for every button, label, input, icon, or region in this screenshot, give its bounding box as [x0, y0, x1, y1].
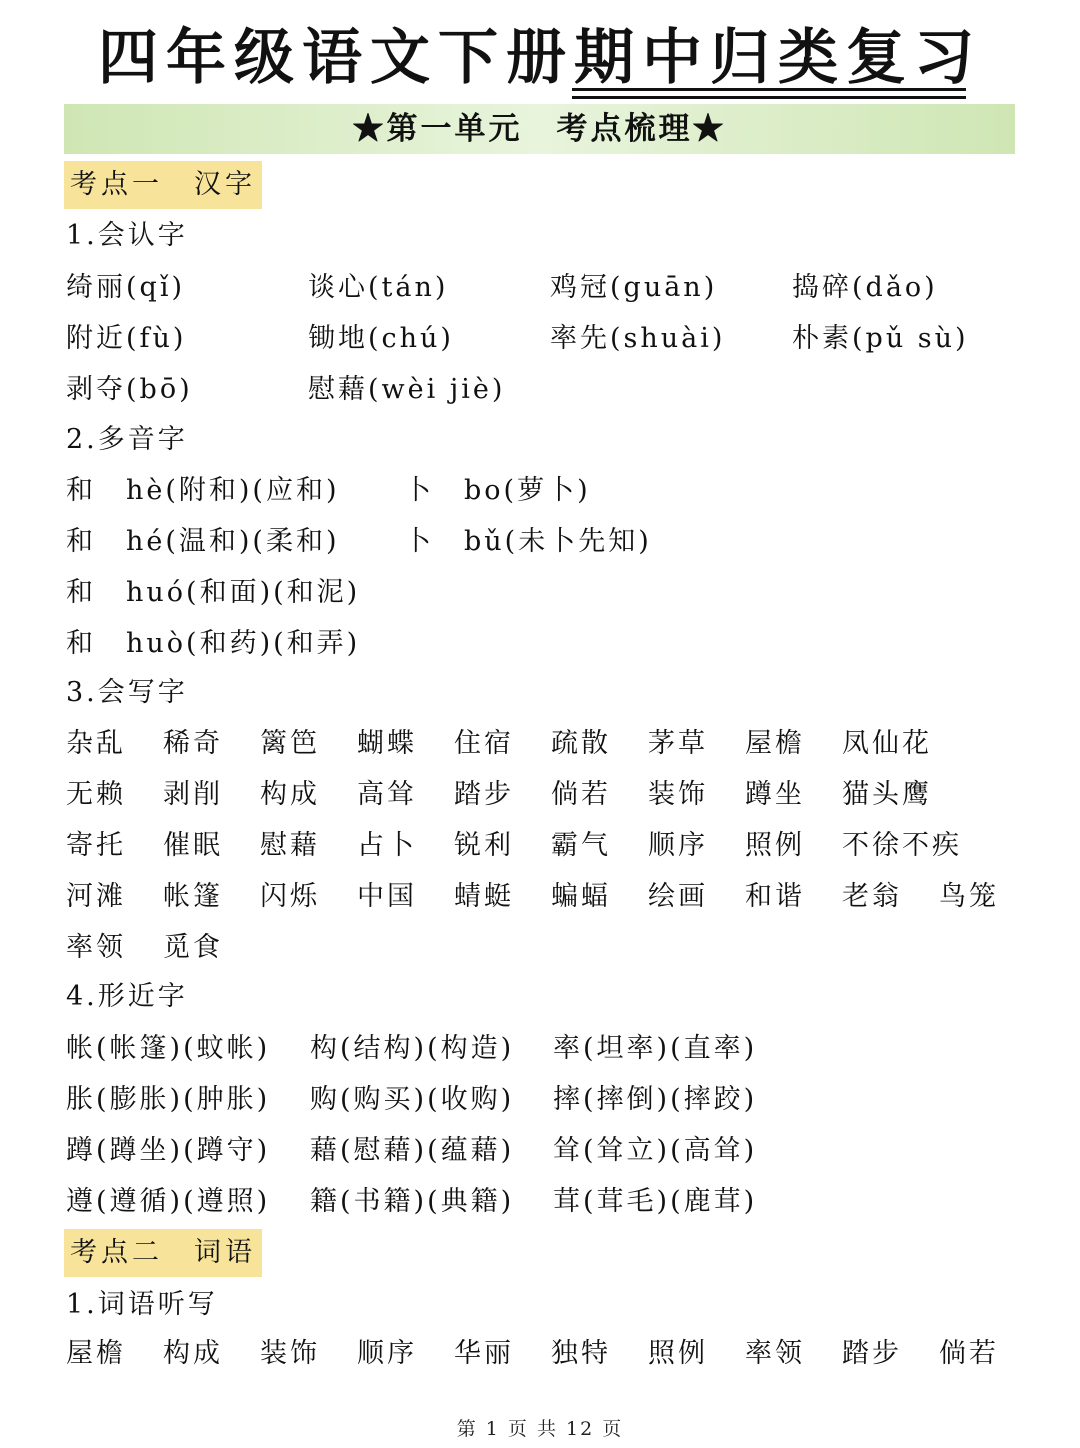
- dictation-word: 率领: [745, 1338, 805, 1369]
- write-word: 住宿: [454, 728, 514, 759]
- similar-item: 蹲(蹲坐)(蹲守): [66, 1135, 271, 1166]
- similar-item: 帐(帐篷)(蚊帐): [66, 1033, 271, 1064]
- recognize-item: 鸡冠(guān): [550, 272, 718, 303]
- polyphone-item: 和 huò(和药)(和弄): [66, 628, 361, 659]
- dictation-word: 屋檐: [66, 1338, 126, 1369]
- write-word: 蜻蜓: [454, 881, 514, 912]
- recognize-item: 捣碎(dǎo): [792, 272, 938, 303]
- write-word: 篱笆: [260, 728, 320, 759]
- write-word: 寄托: [66, 830, 126, 861]
- polyphone-item: 卜 bǔ(未卜先知): [404, 526, 652, 557]
- write-word: 老翁: [842, 881, 902, 912]
- title-underline-double: [572, 96, 966, 99]
- similar-item: 购(购买)(收购): [310, 1084, 515, 1115]
- write-word: 中国: [357, 881, 417, 912]
- write-word: 帐篷: [163, 881, 223, 912]
- similar-item: 藉(慰藉)(蕴藉): [310, 1135, 515, 1166]
- recognize-item: 朴素(pǔ sù): [792, 323, 969, 354]
- heading-similar: 4.形近字: [66, 981, 188, 1012]
- write-word: 霸气: [551, 830, 611, 861]
- write-word: 锐利: [454, 830, 514, 861]
- similar-item: 籍(书籍)(典籍): [310, 1186, 515, 1217]
- write-word: 率领: [66, 932, 126, 963]
- title-underline: [572, 88, 966, 91]
- heading-dictation: 1.词语听写: [66, 1289, 218, 1320]
- write-word: 无赖: [66, 779, 126, 810]
- similar-item: 茸(茸毛)(鹿茸): [553, 1186, 758, 1217]
- write-word: 照例: [745, 830, 805, 861]
- write-word: 稀奇: [163, 728, 223, 759]
- heading-recognize: 1.会认字: [66, 220, 188, 251]
- write-word: 顺序: [648, 830, 708, 861]
- write-word: 屋檐: [745, 728, 805, 759]
- dictation-word: 华丽: [454, 1338, 514, 1369]
- write-word: 构成: [260, 779, 320, 810]
- dictation-word: 构成: [163, 1338, 223, 1369]
- page-title: 四年级语文下册期中归类复习: [98, 23, 982, 93]
- write-word: 催眠: [163, 830, 223, 861]
- dictation-word: 顺序: [357, 1338, 417, 1369]
- unit-banner: ★第一单元 考点梳理★: [64, 104, 1015, 154]
- write-word: 鸟笼: [939, 881, 999, 912]
- recognize-item: 慰藉(wèi jiè): [308, 374, 506, 405]
- recognize-item: 谈心(tán): [308, 272, 449, 303]
- write-word: 觅食: [163, 932, 223, 963]
- write-word: 慰藉: [260, 830, 320, 861]
- dictation-word: 照例: [648, 1338, 708, 1369]
- similar-item: 胀(膨胀)(肿胀): [66, 1084, 271, 1115]
- write-word: 河滩: [66, 881, 126, 912]
- write-word: 踏步: [454, 779, 514, 810]
- section-tag-hanzi: 考点一 汉字: [64, 161, 262, 209]
- recognize-item: 附近(fù): [66, 323, 187, 354]
- dictation-word: 倘若: [939, 1338, 999, 1369]
- similar-item: 耸(耸立)(高耸): [553, 1135, 758, 1166]
- heading-polyphone: 2.多音字: [66, 424, 188, 455]
- write-word: 闪烁: [260, 881, 320, 912]
- similar-item: 构(结构)(构造): [310, 1033, 515, 1064]
- similar-item: 遵(遵循)(遵照): [66, 1186, 271, 1217]
- write-word: 猫头鹰: [842, 779, 932, 810]
- similar-item: 率(坦率)(直率): [553, 1033, 758, 1064]
- write-word: 凤仙花: [842, 728, 932, 759]
- similar-item: 摔(摔倒)(摔跤): [553, 1084, 758, 1115]
- write-word: 蝙蝠: [551, 881, 611, 912]
- polyphone-item: 卜 bo(萝卜): [404, 475, 591, 506]
- dictation-word: 装饰: [260, 1338, 320, 1369]
- write-word: 不徐不疾: [842, 830, 962, 861]
- page-footer: 第 1 页 共 12 页: [456, 1418, 624, 1440]
- write-word: 装饰: [648, 779, 708, 810]
- recognize-item: 率先(shuài): [550, 323, 726, 354]
- heading-write: 3.会写字: [66, 677, 188, 708]
- dictation-word: 踏步: [842, 1338, 902, 1369]
- recognize-item: 剥夺(bō): [66, 374, 193, 405]
- write-word: 杂乱: [66, 728, 126, 759]
- write-word: 茅草: [648, 728, 708, 759]
- recognize-item: 锄地(chú): [308, 323, 454, 354]
- recognize-item: 绮丽(qǐ): [66, 272, 185, 303]
- section-tag-ciyu: 考点二 词语: [64, 1229, 262, 1277]
- write-word: 疏散: [551, 728, 611, 759]
- polyphone-item: 和 huó(和面)(和泥): [66, 577, 361, 608]
- write-word: 倘若: [551, 779, 611, 810]
- write-word: 占卜: [357, 830, 417, 861]
- write-word: 高耸: [357, 779, 417, 810]
- write-word: 和谐: [745, 881, 805, 912]
- polyphone-item: 和 hè(附和)(应和): [66, 475, 340, 506]
- write-word: 绘画: [648, 881, 708, 912]
- polyphone-item: 和 hé(温和)(柔和): [66, 526, 340, 557]
- dictation-word: 独特: [551, 1338, 611, 1369]
- write-word: 剥削: [163, 779, 223, 810]
- write-word: 蹲坐: [745, 779, 805, 810]
- write-word: 蝴蝶: [357, 728, 417, 759]
